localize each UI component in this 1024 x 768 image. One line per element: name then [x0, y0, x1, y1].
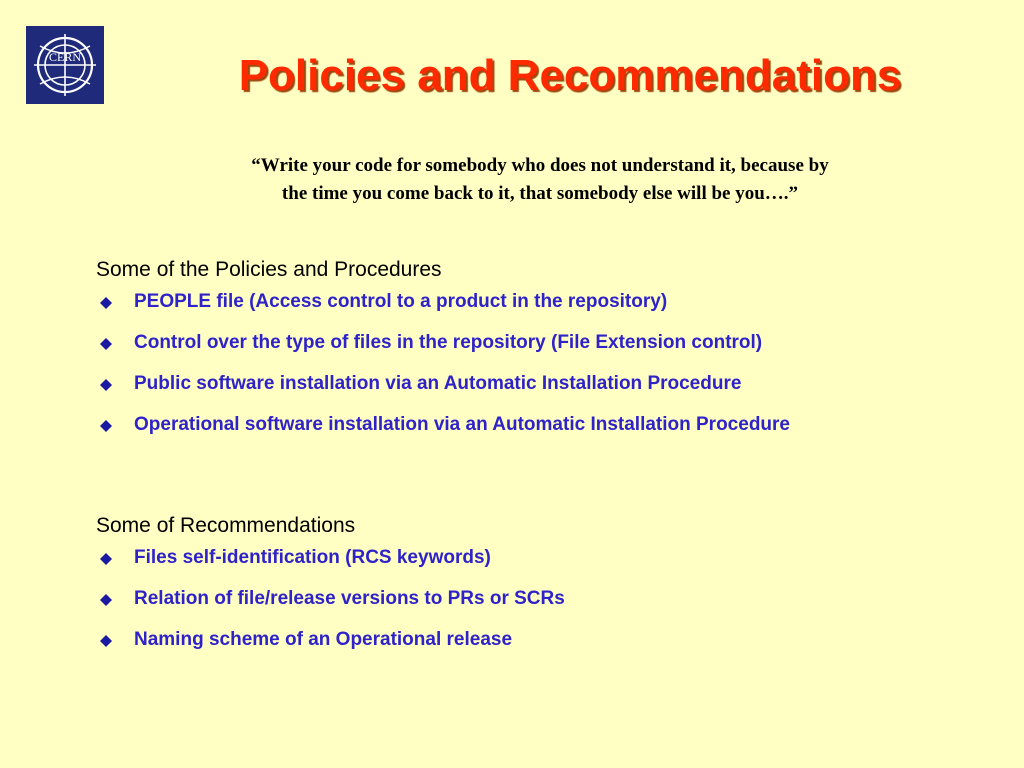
quote-line-1: “Write your code for somebody who does not understand it, because by	[251, 155, 829, 176]
quote-line-2: the time you come back to it, that somebody else will be you….”	[281, 183, 799, 204]
quote	[100, 152, 980, 208]
diamond-bullet-icon	[100, 420, 112, 432]
list-item-text: Public software installation via an Automatic Installation Procedure	[134, 373, 742, 394]
diamond-bullet-icon	[100, 379, 112, 391]
list-item-text: Operational software installation via an Automatic Installation Procedure	[134, 414, 790, 435]
diamond-bullet-icon	[100, 594, 112, 606]
recommendations-section	[96, 511, 996, 664]
list-item	[96, 285, 996, 326]
list-item-text: Relation of file/release versions to PRs or SCRs	[134, 588, 565, 609]
section-heading: Some of Recommendations	[96, 514, 356, 537]
slide-title: Policies and Recommendations	[238, 51, 902, 100]
diamond-bullet-icon	[100, 338, 112, 350]
list-item	[96, 367, 996, 408]
list-item-text: Naming scheme of an Operational release	[134, 629, 513, 650]
bullet-list	[96, 541, 996, 664]
cern-logo-icon	[26, 26, 104, 104]
logo-text: CERN	[48, 50, 82, 64]
diamond-bullet-icon	[100, 635, 112, 647]
list-item	[96, 582, 996, 623]
list-item-text: PEOPLE file (Access control to a product in the repository)	[134, 291, 668, 312]
policies-section	[96, 255, 996, 449]
list-item	[96, 408, 996, 449]
list-item-text: Files self-identification (RCS keywords)	[134, 547, 491, 568]
list-item-text: Control over the type of files in the repository (File Extension control)	[134, 332, 763, 353]
diamond-bullet-icon	[100, 553, 112, 565]
list-item	[96, 326, 996, 367]
list-item	[96, 623, 996, 664]
bullet-list	[96, 285, 996, 449]
list-item	[96, 541, 996, 582]
section-heading: Some of the Policies and Procedures	[96, 258, 442, 281]
diamond-bullet-icon	[100, 297, 112, 309]
